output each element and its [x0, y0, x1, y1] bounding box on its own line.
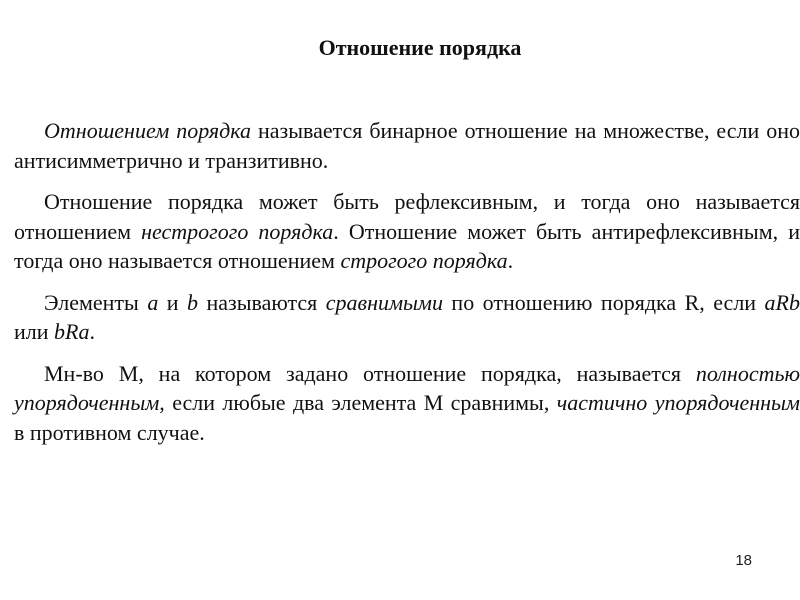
term-comparable: сравнимыми	[325, 289, 443, 315]
paragraph-ordered-sets	[14, 359, 800, 448]
paragraph-comparable	[14, 288, 800, 347]
paragraph-text: или	[14, 319, 55, 344]
paragraph-text: по отношению порядка R, если	[442, 289, 765, 315]
paragraph-text: .	[507, 248, 514, 273]
term-non-strict-order: нестрогого порядка	[141, 218, 334, 244]
term-partially-ordered: частично упорядоченным	[556, 390, 800, 415]
slide-body	[14, 116, 800, 459]
paragraph-text: если любые два элемента М сравнимы,	[164, 390, 557, 415]
var-b: b	[187, 289, 199, 315]
var-a: a	[147, 289, 159, 315]
paragraph-text: называются	[198, 289, 326, 315]
paragraph-text: .	[89, 319, 95, 344]
page-number: 18	[735, 552, 752, 569]
paragraph-text: и	[158, 289, 188, 315]
paragraph-text: в противном случае.	[14, 419, 205, 445]
paragraph-reflexive	[14, 187, 800, 276]
term-totally-ordered: полностью упорядоченным,	[14, 360, 800, 415]
term-order-relation: Отношением порядка	[44, 118, 252, 143]
term-strict-order: строгого порядка	[340, 248, 508, 273]
paragraph-definition	[14, 116, 800, 175]
paragraph-text: Элементы	[44, 289, 148, 315]
paragraph-text: . Отношение может быть антирефлексивным, и тогда оно называется отношением	[14, 218, 800, 273]
paragraph-text: Мн-во М, на котором задано отношение порядка, называется	[44, 360, 696, 386]
slide-title: Отношение порядка	[318, 35, 522, 60]
paragraph-text: называется бинарное отношение на множестве, если оно антисимметрично и транзитивно.	[14, 118, 800, 173]
paragraph-text: Отношение порядка может быть рефлексивным, и тогда оно называется отношением	[14, 189, 800, 244]
expr-aRb: aRb	[764, 289, 800, 315]
expr-bRa: bRa	[54, 319, 90, 344]
